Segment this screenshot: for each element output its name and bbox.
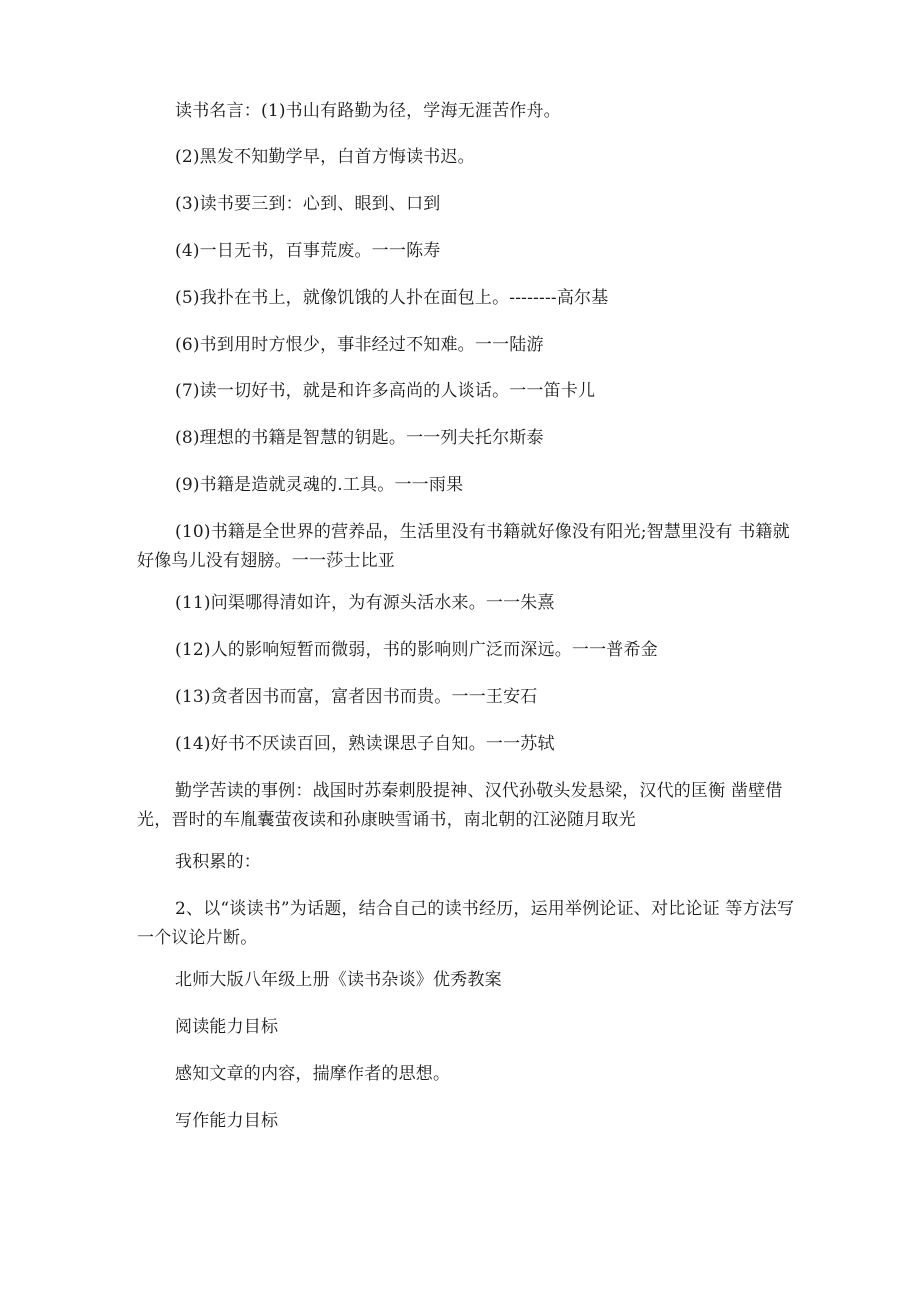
paragraph-quote-12: (12)人的影响短暂而微弱，书的影响则广泛而深远。一一普希金 bbox=[175, 640, 658, 660]
paragraph-lesson-title: 北师大版八年级上册《读书杂谈》优秀教案 bbox=[175, 970, 502, 990]
paragraph-quote-13: (13)贪者因书而富，富者因书而贵。一一王安石 bbox=[175, 687, 538, 707]
paragraph-quote-10: (10)书籍是全世界的营养品，生活里没有书籍就好像没有阳光;智慧里没有 书籍就好像鸟儿没有翅膀。一一莎士比亚 bbox=[137, 522, 790, 571]
paragraph-study-examples: 勤学苦读的事例：战国时苏秦刺股提神、汉代孙敬头发悬梁，汉代的匡衡 凿壁借光，晋时的车胤囊萤夜读和孙康映雪诵书，南北朝的江泌随月取光 bbox=[137, 781, 783, 830]
paragraph-quote-5: (5)我扑在书上，就像饥饿的人扑在面包上。--------高尔基 bbox=[175, 288, 609, 308]
paragraph-quote-3: (3)读书要三到：心到、眼到、口到 bbox=[175, 194, 441, 214]
paragraph-quote-7: (7)读一切好书，就是和许多高尚的人谈话。一一笛卡儿 bbox=[175, 381, 596, 401]
paragraph-quote-2: (2)黑发不知勤学早，白首方悔读书迟。 bbox=[175, 147, 475, 167]
paragraph-quote-4: (4)一日无书，百事荒废。一一陈寿 bbox=[175, 241, 441, 261]
paragraph-writing-goal-heading: 写作能力目标 bbox=[175, 1111, 279, 1131]
paragraph-my-collection: 我积累的： bbox=[175, 852, 261, 872]
paragraph-writing-task: 2、以“谈读书”为话题，结合自己的读书经历，运用举例论证、对比论证 等方法写一个议论片断。 bbox=[137, 899, 795, 948]
paragraph-quote-6: (6)书到用时方恨少，事非经过不知难。一一陆游 bbox=[175, 335, 544, 355]
paragraph-reading-goal: 感知文章的内容，揣摩作者的思想。 bbox=[175, 1064, 451, 1084]
paragraph-quote-9: (9)书籍是造就灵魂的.工具。一一雨果 bbox=[175, 475, 464, 495]
paragraph-quote-11: (11)问渠哪得清如许，为有源头活水来。一一朱熹 bbox=[175, 593, 555, 613]
paragraph-quotes-intro: 读书名言：(1)书山有路勤为径，学海无涯苦作舟。 bbox=[175, 101, 561, 121]
paragraph-reading-goal-heading: 阅读能力目标 bbox=[175, 1017, 279, 1037]
paragraph-quote-14: (14)好书不厌读百回，熟读课思子自知。一一苏轼 bbox=[175, 734, 555, 754]
paragraph-quote-8: (8)理想的书籍是智慧的钥匙。一一列夫托尔斯泰 bbox=[175, 428, 544, 448]
